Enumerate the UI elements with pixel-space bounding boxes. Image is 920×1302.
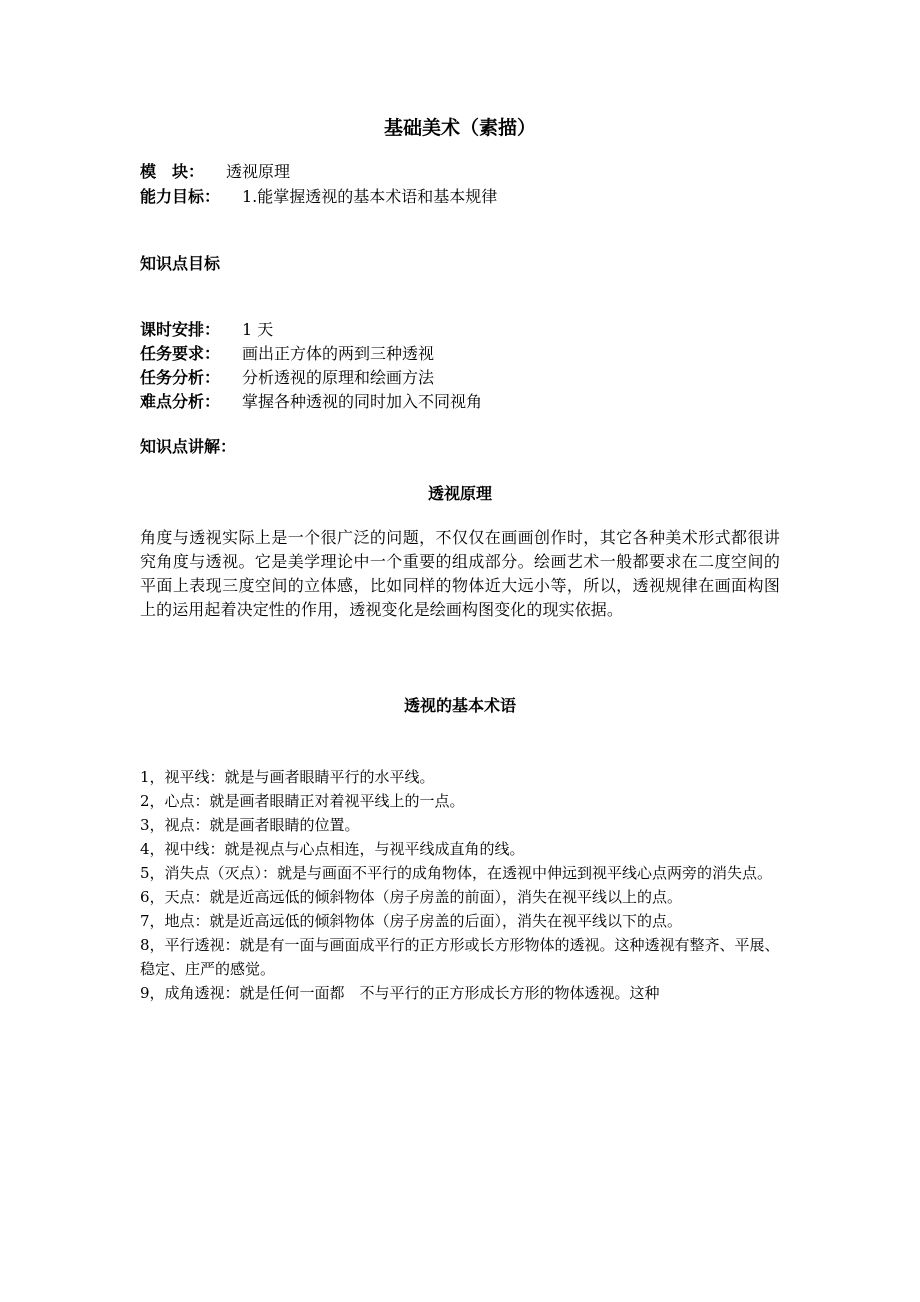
schedule-row [140, 319, 273, 341]
list-item: 3，视点：就是画者眼睛的位置。 [140, 816, 360, 834]
ability-row [140, 186, 497, 208]
task-requirement-label: 任务要求： [140, 344, 221, 363]
ability-label: 能力目标： [140, 187, 221, 206]
list-item: 6，天点：就是近高远低的倾斜物体（房子房盖的前面），消失在视平线以上的点。 [140, 888, 683, 906]
task-analysis-label: 任务分析： [140, 368, 221, 387]
module-label: 模 块： [140, 162, 205, 181]
section-title-basic-terms: 透视的基本术语 [403, 696, 516, 715]
difficulty-value: 掌握各种透视的同时加入不同视角 [242, 392, 483, 411]
list-item: 5，消失点（灭点）：就是与画面不平行的成角物体，在透视中伸远到视平线心点两旁的消失点。 [140, 864, 773, 882]
task-analysis-value: 分析透视的原理和绘画方法 [242, 368, 435, 387]
schedule-label: 课时安排： [140, 320, 221, 339]
terms-list [140, 765, 780, 1005]
module-row [140, 161, 290, 183]
task-analysis-row [140, 367, 434, 389]
knowledge-goal-heading: 知识点目标 [140, 254, 221, 273]
list-item: 9，成角透视：就是任何一面都 不与平行的正方形成长方形的物体透视。这种 [140, 984, 660, 1002]
perspective-principle-paragraph: 角度与透视实际上是一个很广泛的问题，不仅仅在画画创作时，其它各种美术形式都很讲究角度与透视。它是美学理论中一个重要的组成部分。绘画艺术一般都要求在二度空间的平面上表现三度空间的立体感，比如同样的物体近大远小等，所以，透视规律在画面构图上的运用起着决定性的作用，透视变化是绘画构图变化的现实依据。 [140, 528, 780, 619]
list-item: 1，视平线：就是与画者眼睛平行的水平线。 [140, 768, 435, 786]
difficulty-label: 难点分析： [140, 392, 221, 411]
schedule-value: 1 天 [242, 320, 274, 339]
module-value: 透视原理 [226, 162, 291, 181]
document-title: 基础美术（素描） [383, 117, 536, 139]
list-item: 4，视中线：就是视点与心点相连，与视平线成直角的线。 [140, 840, 525, 858]
explanation-heading: 知识点讲解： [140, 437, 237, 456]
list-item: 2，心点：就是画者眼睛正对着视平线上的一点。 [140, 792, 465, 810]
list-item: 7，地点：就是近高远低的倾斜物体（房子房盖的后面），消失在视平线以下的点。 [140, 912, 683, 930]
task-requirement-value: 画出正方体的两到三种透视 [242, 344, 435, 363]
section-title-perspective-principle: 透视原理 [427, 484, 492, 503]
list-item: 8，平行透视：就是有一面与画面成平行的正方形或长方形物体的透视。这种透视有整齐、平展、稳定、庄严的感觉。 [140, 936, 780, 978]
difficulty-row [140, 391, 482, 413]
ability-value: 1.能掌握透视的基本术语和基本规律 [242, 187, 498, 206]
task-requirement-row [140, 343, 434, 365]
